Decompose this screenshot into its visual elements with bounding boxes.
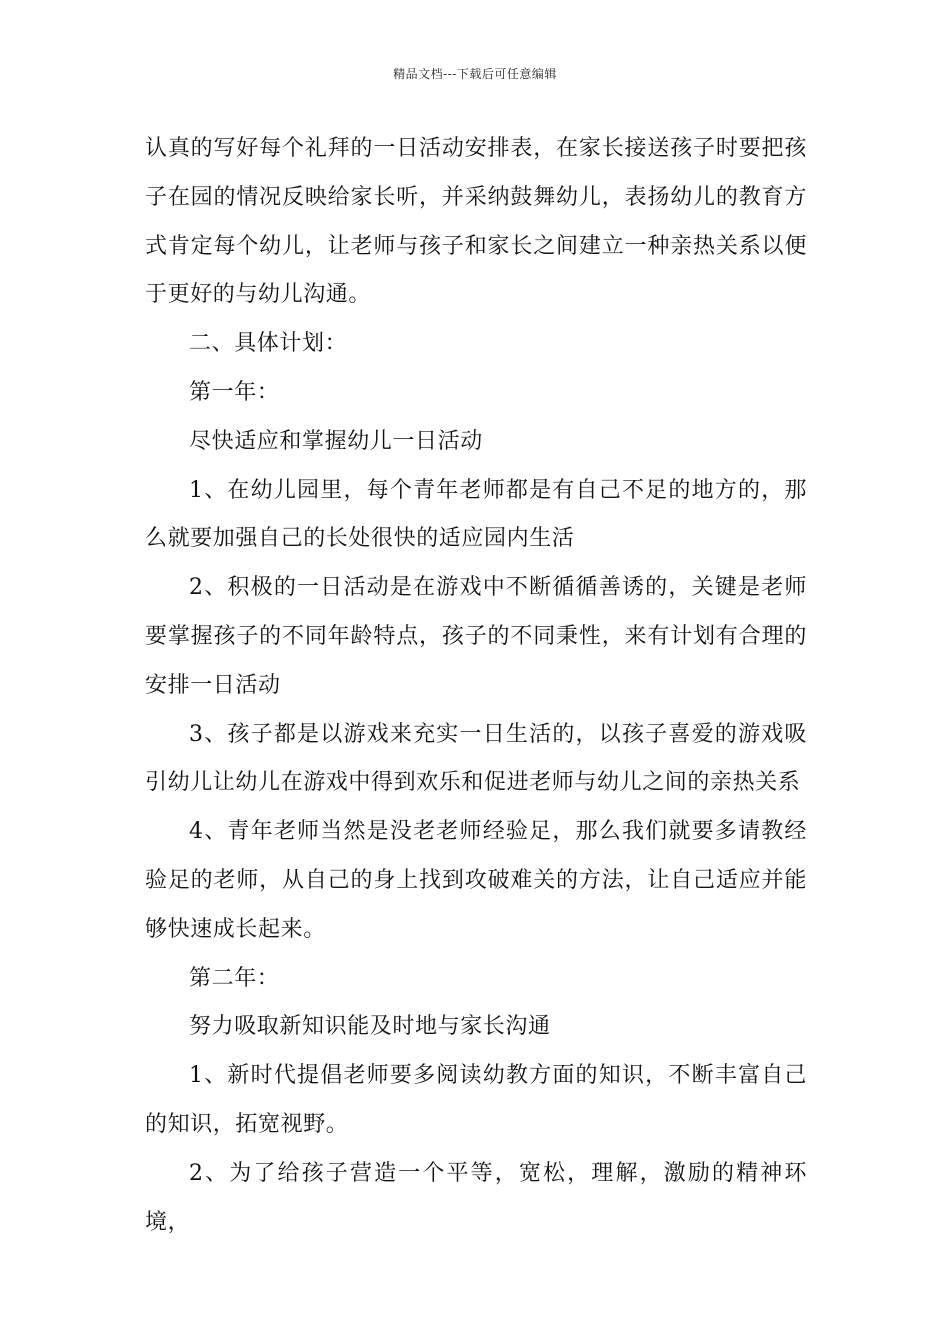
list-item: 2、为了给孩子营造一个平等，宽松，理解，激励的精神环境， [145,1160,807,1235]
body-paragraph: 认真的写好每个礼拜的一日活动安排表，在家长接送孩子时要把孩子在园的情况反映给家长听，并采纳鼓舞幼儿，表扬幼儿的教育方式肯定每个幼儿，让老师与孩子和家长之间建立一种亲热关系以便于更好的与幼儿沟通。 [145,136,807,308]
list-item: 4、青年老师当然是没老老师经验足，那么我们就要多请教经验足的老师，从自己的身上找到攻破难关的方法，让自己适应并能够快速成长起来。 [145,819,807,942]
year-heading: 第一年： [189,379,280,405]
page-header: 精品文档---下载后可任意编辑 [393,67,557,81]
section-heading: 二、具体计划： [189,331,348,357]
subsection-title: 尽快适应和掌握幼儿一日活动 [189,428,483,454]
year-heading: 第二年： [189,965,280,991]
document-body [145,125,807,1247]
list-item: 1、在幼儿园里，每个青年老师都是有自己不足的地方的，那么就要加强自己的长处很快的适应园内生活 [145,477,807,552]
list-item: 2、积极的一日活动是在游戏中不断循循善诱的，关键是老师要掌握孩子的不同年龄特点，孩子的不同秉性，来有计划有合理的安排一日活动 [145,575,807,698]
list-item: 3、孩子都是以游戏来充实一日生活的，以孩子喜爱的游戏吸引幼儿让幼儿在游戏中得到欢乐和促进老师与幼儿之间的亲热关系 [145,721,807,796]
subsection-title: 努力吸取新知识能及时地与家长沟通 [189,1014,551,1040]
list-item: 1、新时代提倡老师要多阅读幼教方面的知识，不断丰富自己的知识，拓宽视野。 [145,1063,807,1137]
